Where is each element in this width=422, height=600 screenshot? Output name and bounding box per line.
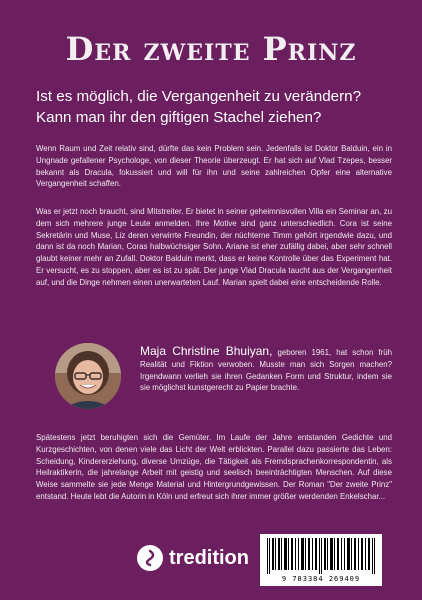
tagline [36, 86, 398, 128]
barcode-digits: 9 783384 269409 [281, 575, 361, 583]
author-bio-intro-text: geboren 1961, hat schon früh Realität und Fiktion verwoben. Musste man sich Sorgen machen? Irgendwann verlieh sie ihren Gedanken Form und Struktur, indem sie sie möglichst kunstgerecht zu Papier brachte. [140, 348, 392, 393]
tagline-line-2: Kann man ihr den giftigen Stachel ziehen? [36, 109, 322, 126]
author-bio-rest: Spätestens jetzt beruhigten sich die Gemüter. Im Laufe der Jahre entstanden Gedichte und Kurzgeschichten, von denen viele das Licht der Welt erblickten. Parallel dazu passierte das Leben: Scheidung, Kindererziehung, diverse Umzüge, die Tätigkeit als Fremdsprachenkorrespondentin, als Heilraktikerin, die jahrelange Arbeit mit geistig und seelisch beeinträchtigten Menschen. Auf diese Weise sammelte sie jede Menge Material und Hintergrundgewissen. Der Roman "Der zweite Prinz" entstand. Heute lebt die Autorin in Köln und erfreut sich ihrer immer größer werdenden Enkelschar... [36, 433, 392, 501]
author-portrait-image [55, 343, 121, 409]
book-title: Der zweite Prinz [65, 30, 357, 68]
publisher-name: tredition [169, 546, 249, 569]
author-photo [55, 343, 121, 409]
tredition-logo-icon [137, 545, 163, 571]
publisher [137, 545, 249, 571]
blurb-paragraph-2: Was er jetzt noch braucht, sind Mitstreiter. Er bietet in seiner geheimnisvollen Villa ein Seminar an, zu dem sich mehrere junge Leute anmelden. Ihre Motive sind ganz unterschiedlich. Cora ist seine Sekretärin und Muse, Liz deren verwirrte Freundin, der nüchterne Timm gehört irgendwie dazu, und dann ist da noch Marian, Coras halbwüchsiger Sohn. Ariane ist eher zufällig dabei, aber sehr schnell glaubt keiner mehr an Zufall. Doktor Balduin merkt, dass er keine Kontrolle über das Experiment hat. Er versucht, es zu stoppen, aber es ist zu spät. Der junge Vlad Dracula taucht aus der Vergangenheit auf, und die Dinge nehmen einen unerwarteten Lauf. Marian spielt dabei eine entscheidende Rolle. [36, 207, 392, 287]
author-bio-intro [140, 346, 392, 394]
tagline-line-1: Ist es möglich, die Vergangenheit zu verändern? [36, 88, 362, 105]
blurb-paragraph-1: Wenn Raum und Zeit relativ sind, dürfte das kein Problem sein. Jedenfalls ist Doktor Balduin, ein in Ungnade gefallener Psychologe, von dieser Theorie überzeugt. Er hat sich auf Vlad Tzepes, besser bekannt als Dracula, fokussiert und will für ihn und seine zahlreichen Opfer eine alternative Vergangenheit schaffen. [36, 144, 392, 189]
barcode-bars [265, 538, 377, 574]
author-name: Maja Christine Bhuiyan, [140, 344, 273, 358]
isbn-barcode [260, 534, 382, 586]
